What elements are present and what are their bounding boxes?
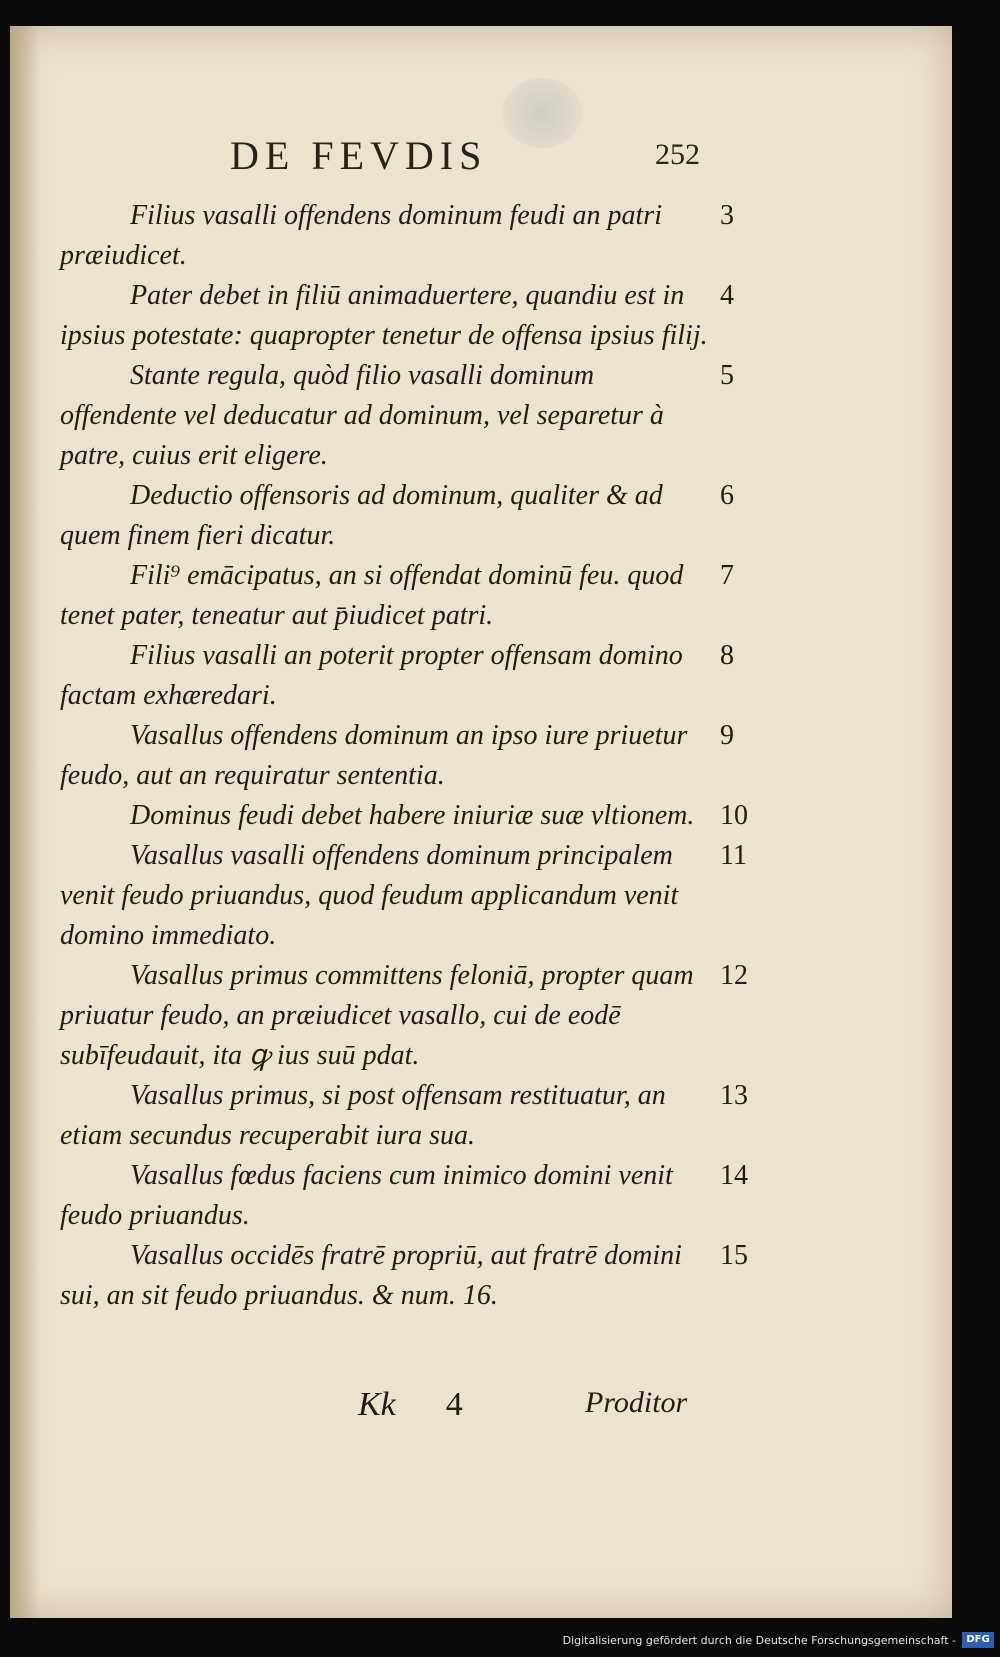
catchword: Proditor: [585, 1386, 688, 1419]
entry-text: Pater debet in filiū animaduertere, quandiu est in ipsius potestate: quapropter tenetur de offensa ipsius filij.: [60, 280, 708, 351]
entry-text: Vasallus primus, si post offensam restituatur, an etiam secundus recuperabit iura sua.: [60, 1080, 666, 1151]
entry-number: 8: [720, 640, 734, 671]
entry-text: Vasallus offendens dominum an ipso iure priuetur feudo, aut an requiratur sententia.: [60, 720, 688, 791]
index-entry: [60, 716, 770, 796]
index-entry: [60, 196, 770, 276]
entry-text: Vasallus occidēs fratrē propriū, aut fratrē domini sui, an sit feudo priuandus. & num. 16.: [60, 1240, 682, 1311]
entry-text: Fili⁹ emācipatus, an si offendat dominū feu. quod tenet pater, teneatur aut p̄iudicet patri.: [60, 560, 684, 631]
running-head-title: DE FEVDIS: [230, 133, 488, 178]
page-number: 252: [655, 138, 700, 171]
index-entry: [60, 956, 770, 1076]
index-entries: [60, 196, 770, 1316]
entry-text: Deductio offensoris ad dominum, qualiter & ad quem finem fieri dicatur.: [60, 480, 663, 551]
signature-number: 4: [445, 1386, 463, 1423]
page-gutter-shadow: [10, 26, 40, 1618]
entry-text: Vasallus primus committens feloniā, propter quam priuatur feudo, an præiudicet vasallo, cui de eodē subīfeudauit, ita ꝙ ius suū pdat.: [60, 960, 694, 1071]
entry-number: 12: [720, 960, 748, 991]
index-entry: [60, 636, 770, 716]
entry-number: 10: [720, 800, 748, 831]
index-entry: [60, 276, 770, 356]
index-entry: [60, 1236, 770, 1316]
index-entry: [60, 1076, 770, 1156]
dfg-logo: DFG: [962, 1632, 994, 1648]
entry-number: 3: [720, 200, 734, 231]
index-entry: [60, 476, 770, 556]
entry-number: 11: [720, 840, 747, 871]
entry-number: 7: [720, 560, 734, 591]
entry-number: 9: [720, 720, 734, 751]
entry-text: Dominus feudi debet habere iniuriæ suæ vltionem.: [130, 800, 695, 831]
index-entry: [60, 356, 770, 476]
entry-number: 14: [720, 1160, 748, 1191]
signature-letters: Kk: [358, 1386, 396, 1423]
running-head: [230, 132, 700, 188]
entry-text: Filius vasalli an poterit propter offensam domino factam exhæredari.: [60, 640, 683, 711]
index-entry: [60, 836, 770, 956]
index-entry: [60, 1156, 770, 1236]
digitization-credit: Digitalisierung gefördert durch die Deutsche Forschungsgemeinschaft -: [562, 1634, 956, 1647]
entry-text: Filius vasalli offendens dominum feudi an patri præiudicet.: [60, 200, 662, 271]
entry-number: 13: [720, 1080, 748, 1111]
book-page: [10, 26, 952, 1618]
entry-number: 5: [720, 360, 734, 391]
entry-text: Vasallus vasalli offendens dominum principalem venit feudo priuandus, quod feudum applicandum venit domino immediato.: [60, 840, 679, 951]
entry-number: 15: [720, 1240, 748, 1271]
entry-text: Vasallus fœdus faciens cum inimico domini venit feudo priuandus.: [60, 1160, 673, 1231]
signature-mark: [358, 1386, 463, 1424]
entry-number: 6: [720, 480, 734, 511]
index-entry: [60, 796, 770, 836]
index-entry: [60, 556, 770, 636]
entry-text: Stante regula, quòd filio vasalli dominum offendente vel deducatur ad dominum, vel separetur à patre, cuius erit eligere.: [60, 360, 664, 471]
entry-number: 4: [720, 280, 734, 311]
